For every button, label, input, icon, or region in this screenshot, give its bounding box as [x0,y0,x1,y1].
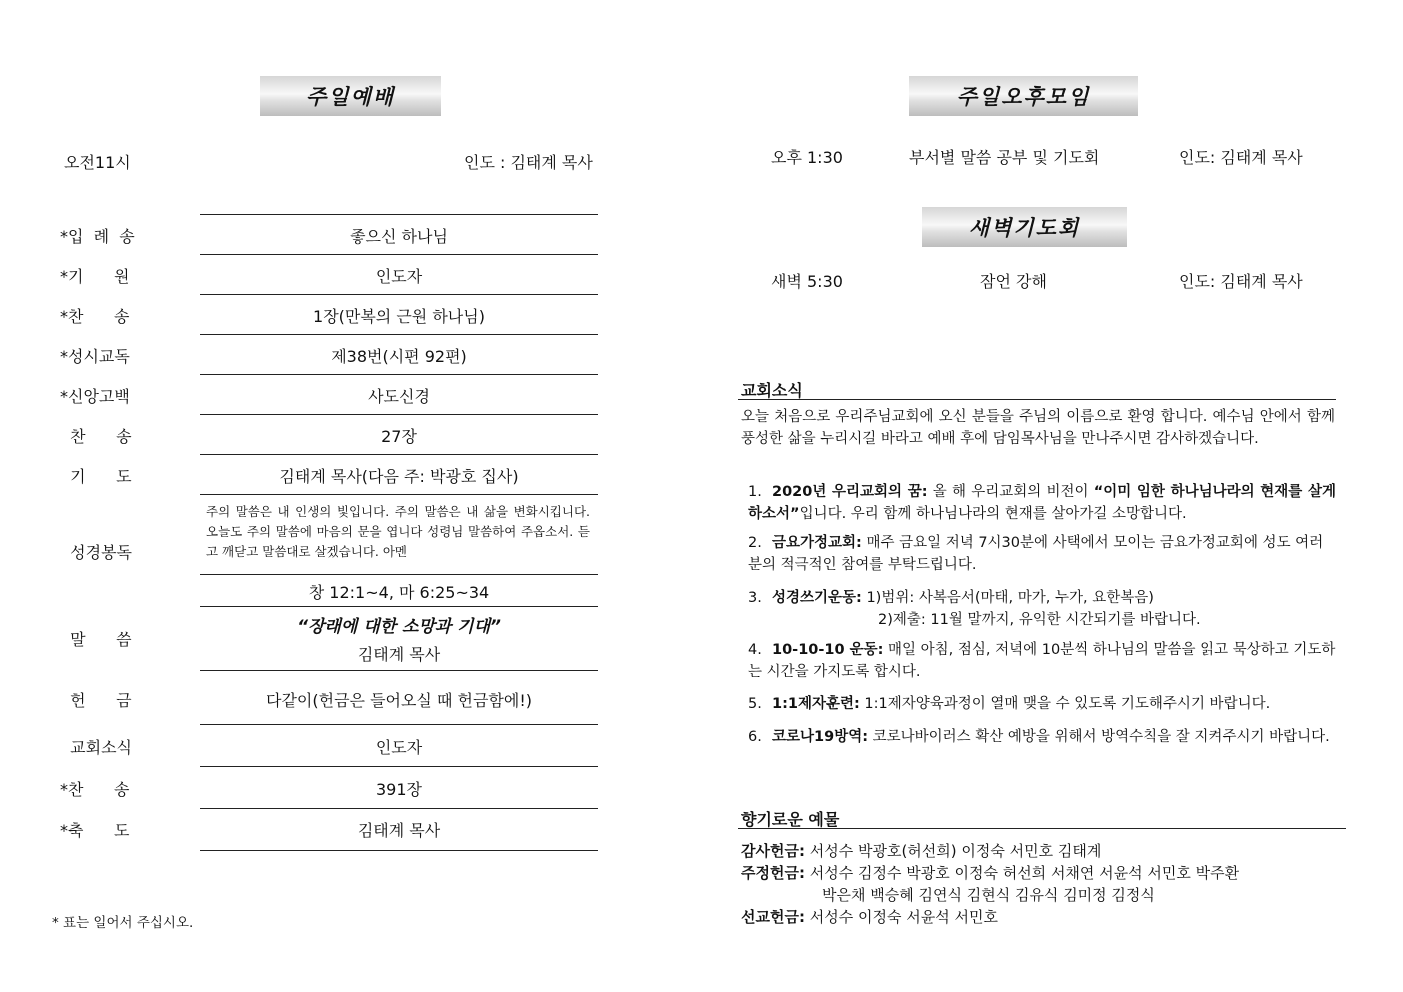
standing-footnote: * 표는 일어서 주십시오. [52,915,194,931]
offering-divider [738,828,1346,829]
news-item-head: 금요가정교회: [772,535,862,551]
offering-type: 감사헌금: [741,842,805,860]
order-value: 인도자 [375,267,423,286]
order-value: 김태계 목사(다음 주: 박광호 집사) [279,467,519,486]
offering-type: 선교헌금: [741,908,805,926]
scripture-reference: 창 12:1~4, 마 6:25~34 [308,583,490,602]
offering-names-continued: 박은채 백승혜 김연식 김현식 김유식 김미정 김정식 [822,886,1155,904]
afternoon-desc: 부서별 말씀 공부 및 기도회 [909,148,1100,167]
rule [200,574,598,575]
news-title: 교회소식 [741,381,803,400]
afternoon-meeting-banner: 주일오후모임 [909,76,1138,116]
rule [200,494,598,495]
order-row [60,344,600,367]
news-item-number: 1. [748,484,762,500]
dawn-prayer-banner: 새벽기도회 [922,207,1127,247]
offering-row [741,862,1239,884]
order-row [60,464,600,487]
rule [200,214,598,215]
sermon-label: 말 씀 [60,630,132,649]
news-item-line1: 1)범위: 사복음서(마태, 마가, 누가, 요한복음) [861,590,1154,606]
news-item-body: 매일 아침, 점심, 저녁에 10분씩 하나님의 말씀을 읽고 묵상하고 기도하는 시간을 가지도록 합시다. [748,642,1336,680]
order-label: *찬 송 [60,780,130,799]
news-item-number: 5. [748,696,762,712]
scripture-label: 성경봉독 [60,543,132,562]
news-item-number: 2. [748,535,762,551]
rule [200,606,598,607]
order-label: *입 례 송 [60,227,135,246]
order-row [60,264,600,287]
news-item-head: 코로나19방역: [772,729,869,745]
order-value: 391장 [376,780,422,799]
news-item [748,587,1336,609]
order-value: 사도신경 [368,387,430,406]
offering-names: 서성수 김정수 박광호 이정숙 허선희 서채연 서윤석 서민호 박주환 [809,864,1240,882]
order-value: 27장 [381,427,417,446]
news-item-head: 2020년 우리교회의 꿈: [772,484,928,500]
order-row [60,304,600,327]
scripture-prayer: 주의 말씀은 내 인생의 빛입니다. 주의 말씀은 내 삶을 변화시킵니다. 오늘도 주의 말씀에 마음의 문을 엽니다 성령님 말씀하여 주옵소서. 듣고 깨닫고 말씀대로 살겠습니다. 아멘 [206,504,590,559]
news-item-number: 3. [748,590,762,606]
order-value: 다같이(헌금은 들어오실 때 헌금함에!) [266,691,532,710]
rule [200,294,598,295]
offering-title: 향기로운 예물 [741,810,840,829]
dawn-leader: 인도: 김태계 목사 [1179,272,1303,291]
order-label: 교회소식 [60,738,132,757]
news-item [748,693,1336,715]
order-value: 인도자 [375,738,423,757]
afternoon-time: 오후 1:30 [771,148,843,167]
order-label: *성시교독 [60,347,130,366]
news-item-head: 1:1제자훈련: [772,696,860,712]
order-label: *기 원 [60,267,130,286]
rule [200,724,598,725]
news-item [748,726,1336,748]
offering-row [741,840,1101,862]
order-label: *찬 송 [60,307,130,326]
order-value: 제38번(시편 92편) [331,347,467,366]
rule [200,850,598,851]
sermon-preacher: 김태계 목사 [357,645,441,664]
sunday-worship-banner: 주일예배 [260,76,441,116]
order-label: 헌 금 [60,691,132,710]
afternoon-leader: 인도: 김태계 목사 [1179,148,1303,167]
news-intro: 오늘 처음으로 우리주님교회에 오신 분들을 주님의 이름으로 환영 합니다. 예수님 안에서 함께 풍성한 삶을 누리시길 바라고 예배 후에 담임목사님을 만나주시면 감사하겠습니다. [741,409,1335,447]
news-item-body: 코로나바이러스 확산 예방을 위해서 방역수칙을 잘 지켜주시기 바랍니다. [868,729,1330,745]
news-item-number: 4. [748,642,762,658]
order-row [60,735,600,758]
order-label: 찬 송 [60,427,132,446]
order-row [60,384,600,407]
dawn-time: 새벽 5:30 [771,272,843,291]
rule [200,414,598,415]
rule [200,374,598,375]
sermon-title: “장래에 대한 소망과 기대” [297,617,501,637]
news-item-emphasis: “이미 임한 하나님나라의 현재를 살게 하소서” [748,484,1336,522]
order-value: 김태계 목사 [357,821,441,840]
news-item-head: 성경쓰기운동: [772,590,862,606]
order-label: *신앙고백 [60,387,130,406]
news-divider [738,399,1336,400]
order-row [60,224,600,247]
rule [200,334,598,335]
news-item-tail: 입니다. 우리 함께 하나님나라의 현재를 살아가길 소망합니다. [799,506,1187,522]
offering-row [741,906,998,928]
rule [200,454,598,455]
worship-time: 오전11시 [64,153,131,172]
offering-type: 주정헌금: [741,864,805,882]
news-item-body: 매주 금요일 저녁 7시30분에 사택에서 모이는 금요가정교회에 성도 여러분의 적극적인 참여를 부탁드립니다. [748,535,1324,573]
offering-names: 서성수 박광호(허선희) 이정숙 서민호 김태계 [809,842,1102,860]
worship-leader: 인도 : 김태계 목사 [464,153,593,172]
rule [200,766,598,767]
rule [200,670,598,671]
order-row [60,818,600,841]
news-item-body: 올 해 우리교회의 비전이 [927,484,1094,500]
news-item-number: 6. [748,729,762,745]
order-value: 좋으신 하나님 [350,227,448,246]
news-item [748,532,1336,576]
dawn-desc: 잠언 강해 [980,272,1047,291]
order-label: 기 도 [60,467,132,486]
order-value: 1장(만복의 근원 하나님) [313,307,485,326]
order-row [60,688,600,711]
news-item-body: 1:1제자양육과정이 열매 맺을 수 있도록 기도해주시기 바랍니다. [859,696,1271,712]
offering-names: 서성수 이정숙 서윤석 서민호 [809,908,998,926]
news-item [748,481,1336,525]
news-item-line2: 2)제출: 11월 말까지, 유익한 시간되기를 바랍니다. [878,612,1201,628]
order-row [60,777,600,800]
news-item [748,639,1336,683]
news-item-head: 10-10-10 운동: [772,642,884,658]
rule [200,808,598,809]
order-label: *축 도 [60,821,130,840]
order-row [60,424,600,447]
rule [200,254,598,255]
